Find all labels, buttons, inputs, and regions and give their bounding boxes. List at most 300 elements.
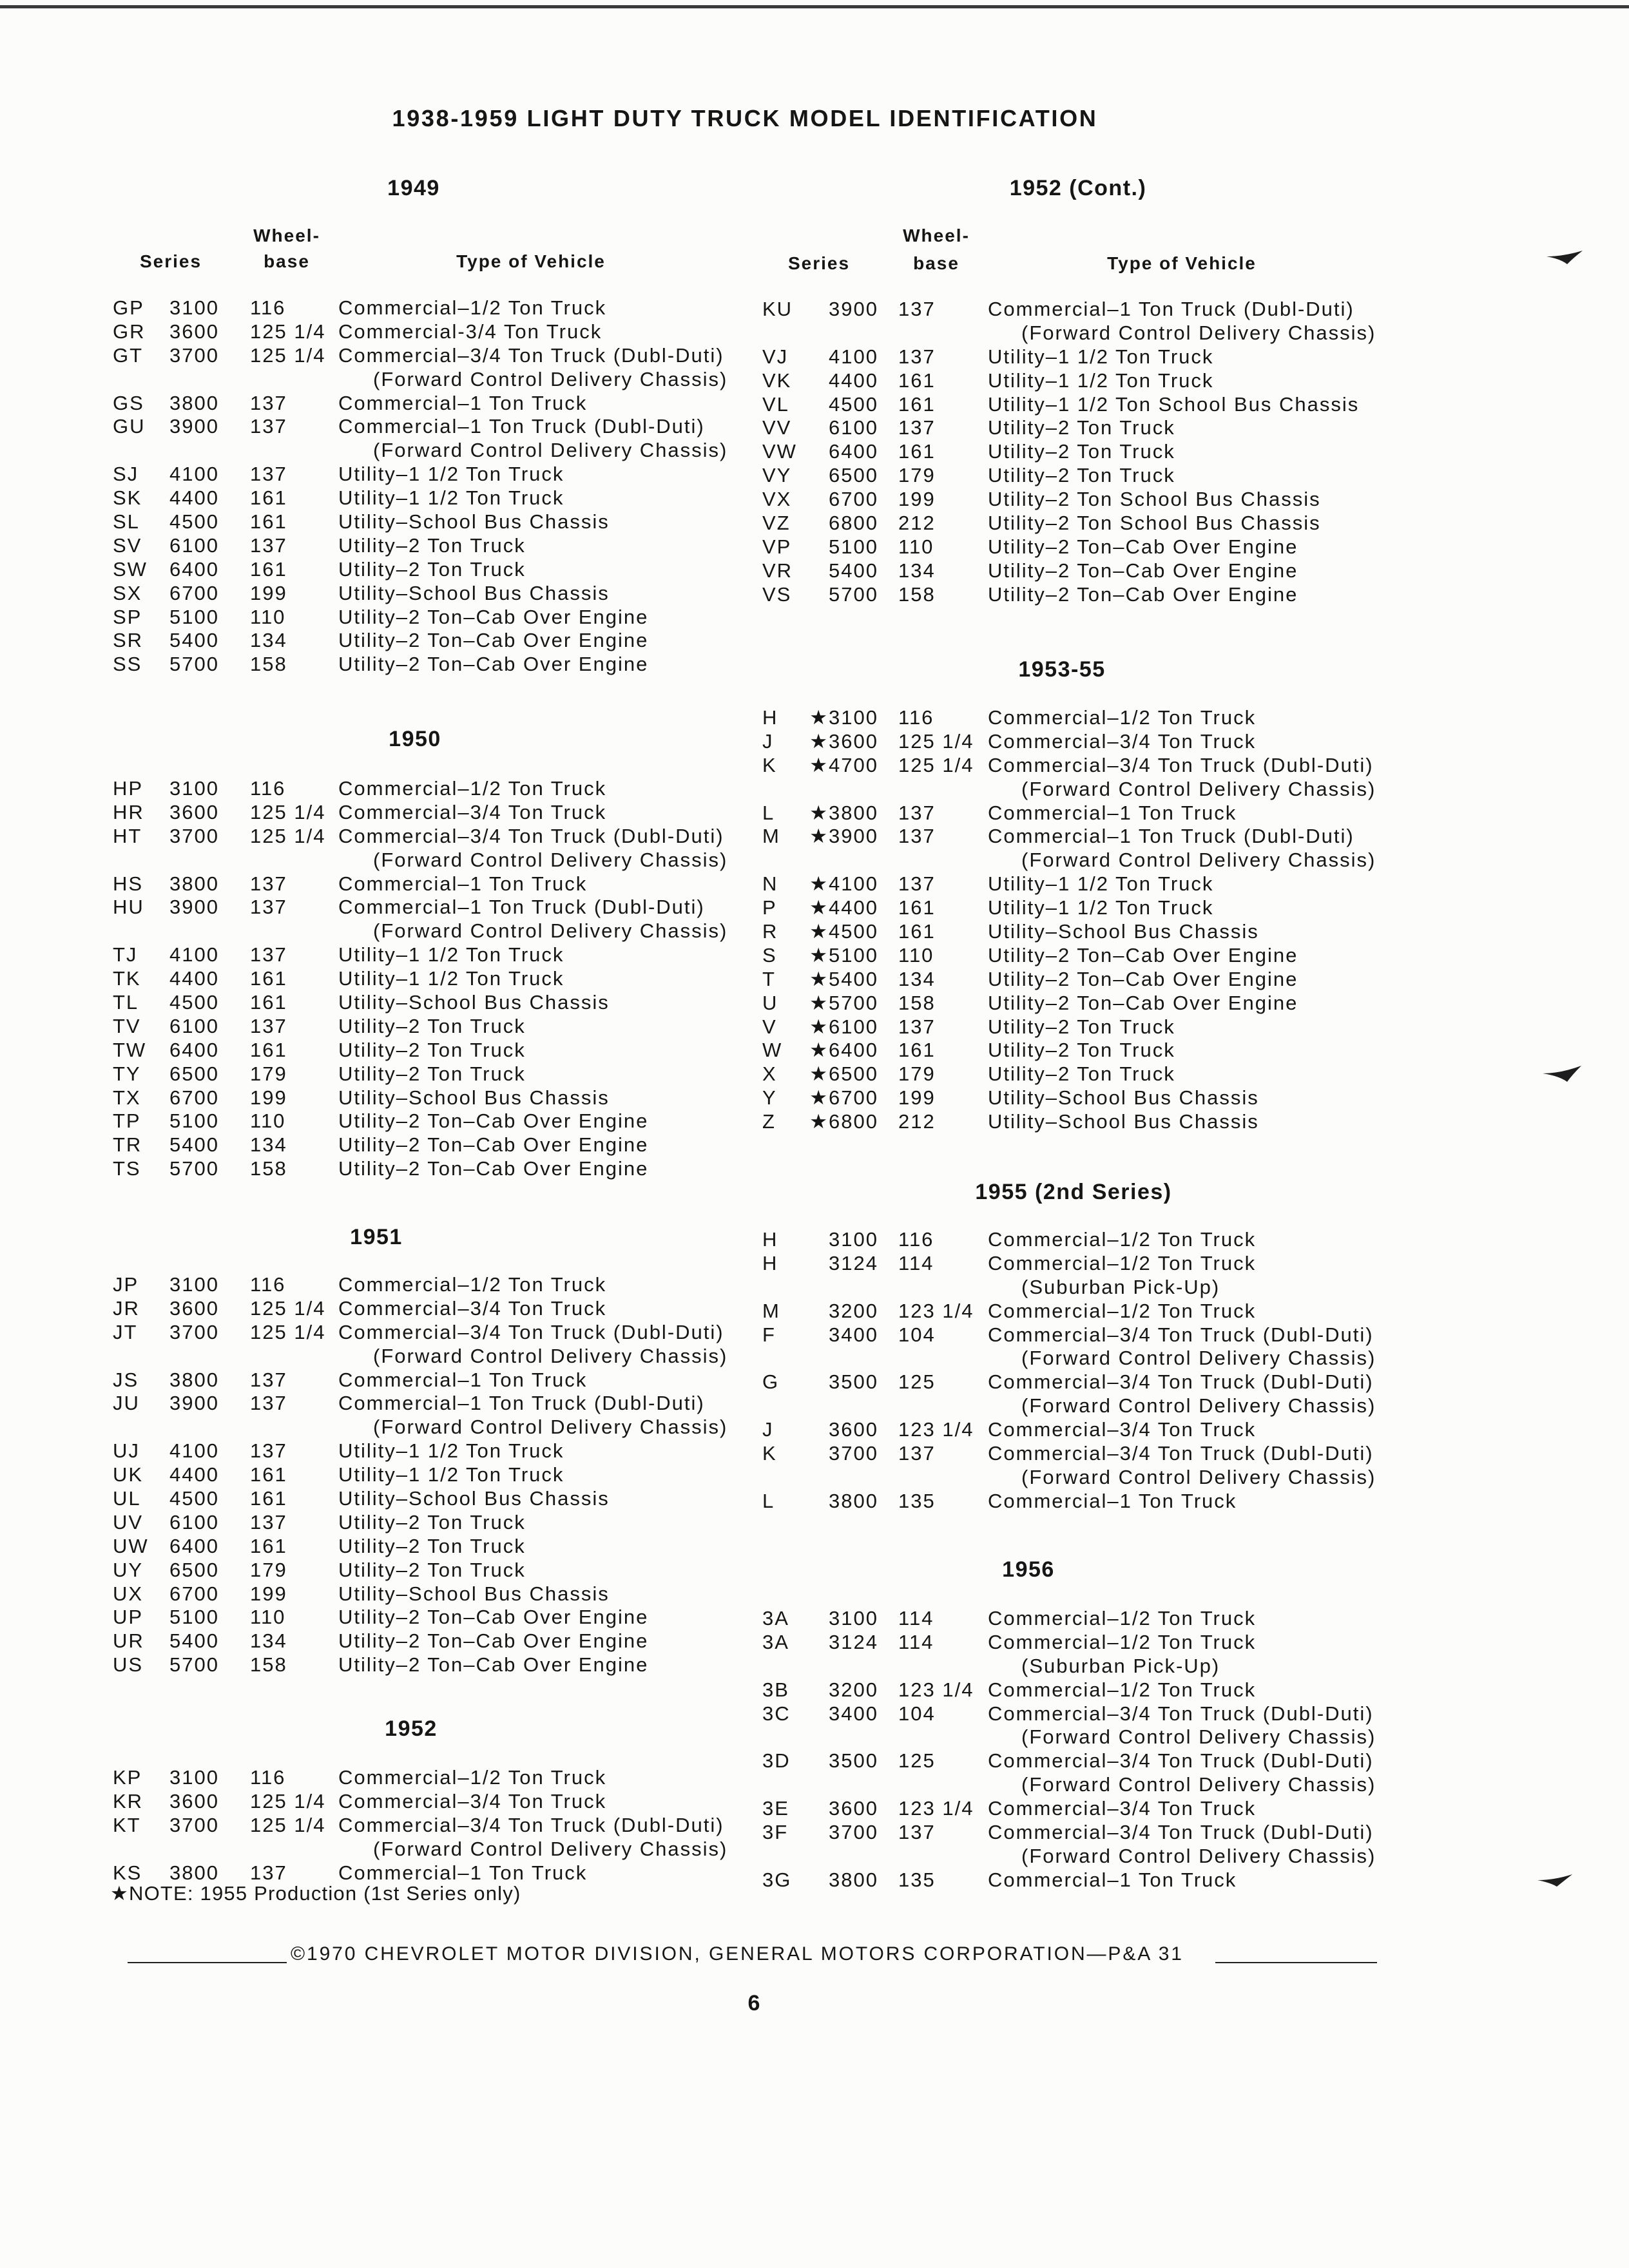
series-number: 5100 [829, 535, 878, 558]
wheelbase: 104 [898, 1702, 936, 1725]
table-row [0, 298, 1629, 322]
model-code: US [113, 1653, 144, 1677]
model-code: HR [113, 800, 144, 823]
table-row-continuation [0, 1466, 1629, 1490]
vehicle-type: Commercial–3/4 Ton Truck [338, 1789, 607, 1812]
table-row [0, 440, 1629, 464]
series-number: ★6400 [809, 1039, 878, 1062]
model-code: M [762, 1299, 780, 1322]
table-row [0, 920, 1629, 944]
wheelbase: 125 1/4 [898, 729, 974, 753]
model-code: VW [762, 440, 797, 463]
wheelbase: 161 [898, 896, 936, 919]
model-code: T [762, 967, 776, 990]
wheelbase: 123 1/4 [898, 1797, 974, 1820]
series-number: 3900 [829, 298, 878, 320]
wheelbase: 123 1/4 [898, 1678, 974, 1701]
vehicle-type: Utility–2 Ton Truck [338, 557, 526, 581]
vehicle-type: Commercial–1 Ton Truck [338, 872, 588, 895]
vehicle-type: Utility–2 Ton–Cab Over Engine [988, 582, 1298, 606]
left-wheelbase-header-line2: base [264, 251, 310, 271]
vehicle-type: Utility–2 Ton–Cab Over Engine [338, 1133, 649, 1157]
vehicle-type: Commercial–1/2 Ton Truck [988, 1228, 1257, 1251]
series-number: ★6800 [809, 1110, 878, 1133]
table-row [0, 1490, 1629, 1514]
vehicle-type: Commercial–3/4 Ton Truck (Dubl-Duti) [338, 1320, 724, 1343]
wheelbase: 212 [898, 1110, 936, 1133]
model-code: JR [113, 1296, 140, 1320]
model-code: G [762, 1370, 780, 1394]
model-code: KS [113, 1861, 142, 1884]
wheelbase: 134 [250, 1133, 287, 1157]
wheelbase: 137 [898, 1015, 936, 1038]
series-number: 3800 [829, 1489, 878, 1512]
series-number: 3700 [169, 1813, 219, 1836]
wheelbase: 137 [898, 872, 936, 896]
wheelbase: 199 [898, 1086, 936, 1110]
vehicle-type: Commercial-3/4 Ton Truck [338, 320, 602, 343]
series-number: 3100 [829, 1607, 878, 1629]
vehicle-type: Commercial–1/2 Ton Truck [988, 1678, 1257, 1701]
series-number: 3700 [169, 824, 219, 847]
wheelbase: 199 [250, 1582, 287, 1605]
model-code: H [762, 1228, 778, 1251]
wheelbase: 161 [898, 369, 936, 392]
left-type-header: Type of Vehicle [456, 251, 606, 271]
vehicle-type: Utility–1 1/2 Ton Truck [338, 1439, 564, 1463]
model-code: VX [762, 488, 792, 511]
vehicle-type: Utility–2 Ton Truck [988, 1062, 1175, 1086]
model-code: SX [113, 581, 142, 604]
wheelbase: 110 [250, 605, 286, 628]
model-code: TR [113, 1133, 142, 1157]
series-number: 4400 [169, 967, 219, 990]
vehicle-type: Utility–2 Ton Truck [338, 1510, 526, 1533]
vehicle-type: Commercial–3/4 Ton Truck (Dubl-Duti) [988, 1323, 1374, 1346]
series-number: 6700 [169, 1086, 219, 1109]
series-number: ★6500 [809, 1062, 878, 1086]
model-code: JU [113, 1392, 140, 1415]
vehicle-type-continued: (Forward Control Delivery Chassis) [1021, 1347, 1376, 1370]
table-row [0, 1631, 1629, 1655]
section-rows-1953-55 [0, 706, 1629, 1134]
vehicle-type: Utility–2 Ton Truck [338, 1038, 526, 1061]
model-code: 3F [762, 1821, 789, 1844]
series-number: 3500 [829, 1370, 878, 1394]
model-code: SV [113, 533, 142, 557]
vehicle-type: Commercial–1 Ton Truck [338, 391, 588, 414]
table-row-continuation [0, 1725, 1629, 1749]
vehicle-type: Utility–2 Ton–Cab Over Engine [988, 535, 1298, 558]
wheelbase: 137 [898, 801, 936, 824]
series-number: ★3800 [809, 801, 878, 824]
vehicle-type: Commercial–3/4 Ton Truck [988, 729, 1257, 753]
right-wheelbase-header-line2: base [913, 253, 959, 273]
vehicle-type: Utility–2 Ton–Cab Over Engine [338, 605, 649, 628]
right-wheelbase-header-line1: Wheel- [903, 226, 970, 245]
wheelbase: 114 [898, 1251, 934, 1274]
vehicle-type: Commercial–1/2 Ton Truck [338, 1766, 607, 1789]
model-code: TV [113, 1014, 141, 1037]
wheelbase: 137 [250, 1510, 287, 1533]
model-code: H [762, 706, 778, 729]
model-code: SJ [113, 463, 139, 486]
vehicle-type-continued: (Suburban Pick-Up) [1021, 1275, 1220, 1298]
vehicle-type: Utility–School Bus Chassis [988, 1086, 1259, 1110]
wheelbase: 114 [898, 1630, 934, 1653]
wheelbase: 137 [898, 1821, 936, 1844]
wheelbase: 199 [898, 488, 936, 511]
vehicle-type: Commercial–3/4 Ton Truck [338, 1296, 607, 1320]
model-code: K [762, 753, 777, 776]
series-number: 3800 [169, 1368, 219, 1391]
vehicle-type: Utility–2 Ton Truck [988, 416, 1175, 439]
model-code: HU [113, 896, 144, 919]
table-row [0, 1869, 1629, 1892]
wheelbase: 125 1/4 [250, 1813, 326, 1836]
vehicle-type: Utility–2 Ton Truck [988, 1039, 1175, 1062]
wheelbase: 199 [250, 581, 287, 604]
series-number: 6400 [169, 1038, 219, 1061]
model-code: L [762, 801, 775, 824]
model-code: 3G [762, 1868, 792, 1891]
section-heading-1955-2nd-series: 1955 (2nd Series) [975, 1180, 1172, 1204]
page-title: 1938-1959 LIGHT DUTY TRUCK MODEL IDENTIFICATION [392, 105, 1098, 131]
wheelbase: 110 [250, 1110, 286, 1133]
series-number: ★5700 [809, 991, 878, 1014]
vehicle-type: Utility–2 Ton–Cab Over Engine [988, 967, 1298, 990]
model-code: P [762, 896, 777, 919]
series-number: 3600 [169, 320, 219, 343]
vehicle-type: Commercial–1/2 Ton Truck [988, 706, 1257, 729]
table-row [0, 1228, 1629, 1252]
table-row [0, 1559, 1629, 1582]
vehicle-type: Utility–1 1/2 Ton Truck [988, 896, 1214, 919]
vehicle-type-continued: (Forward Control Delivery Chassis) [1021, 1844, 1376, 1867]
wheelbase: 161 [898, 392, 936, 416]
table-row [0, 1797, 1629, 1821]
table-row [0, 754, 1629, 778]
model-code: VJ [762, 345, 789, 368]
table-row [0, 802, 1629, 825]
model-code: HP [113, 777, 144, 800]
wheelbase: 161 [250, 557, 287, 581]
model-code: W [762, 1039, 783, 1062]
right-type-header: Type of Vehicle [1107, 253, 1257, 273]
model-code: UR [113, 1629, 144, 1653]
vehicle-type: Commercial–1/2 Ton Truck [338, 296, 607, 319]
series-number: 5100 [169, 1606, 219, 1629]
vehicle-type: Commercial–3/4 Ton Truck [988, 1797, 1257, 1820]
model-code: VR [762, 559, 793, 582]
series-number: 4400 [829, 369, 878, 392]
model-code: 3B [762, 1678, 789, 1701]
series-number: 3200 [829, 1299, 878, 1322]
wheelbase: 137 [250, 1861, 287, 1884]
table-row [0, 968, 1629, 992]
vehicle-type: Utility–2 Ton–Cab Over Engine [338, 1653, 649, 1677]
section-heading-1951: 1951 [350, 1225, 403, 1249]
series-number: 6100 [169, 533, 219, 557]
table-row [0, 1535, 1629, 1559]
model-code: N [762, 872, 778, 896]
vehicle-type-continued: (Forward Control Delivery Chassis) [373, 439, 728, 462]
series-number: 4400 [169, 486, 219, 510]
series-number: ★6100 [809, 1015, 878, 1038]
model-code: GS [113, 391, 144, 414]
table-row [0, 1442, 1629, 1466]
wheelbase: 137 [250, 1368, 287, 1391]
table-row-continuation [0, 1773, 1629, 1797]
table-row [0, 583, 1629, 607]
series-number: 4100 [169, 463, 219, 486]
series-number: 3800 [169, 391, 219, 414]
series-number: 3600 [169, 1296, 219, 1320]
series-number: 3400 [829, 1323, 878, 1346]
wheelbase: 116 [898, 1228, 934, 1251]
model-code: SP [113, 605, 142, 628]
series-number: 6400 [169, 557, 219, 581]
table-row [0, 1300, 1629, 1323]
section-heading-1953-55: 1953-55 [1018, 657, 1106, 682]
series-number: 6800 [829, 512, 878, 535]
model-code: UW [113, 1534, 149, 1557]
vehicle-type: Utility–2 Ton–Cab Over Engine [988, 559, 1298, 582]
footer-rule-left [128, 1962, 287, 1963]
series-number: 3500 [829, 1749, 878, 1773]
wheelbase: 137 [250, 415, 287, 438]
vehicle-type: Utility–1 1/2 Ton Truck [988, 369, 1214, 392]
model-code: JT [113, 1320, 138, 1343]
section-rows-1952-cont [0, 298, 1629, 607]
model-code: SR [113, 629, 144, 652]
vehicle-type: Commercial–1 Ton Truck [988, 801, 1237, 824]
series-number: 6700 [169, 581, 219, 604]
series-number: ★3900 [809, 825, 878, 848]
wheelbase: 116 [250, 1766, 286, 1789]
series-number: 4500 [169, 1487, 219, 1510]
model-code: TJ [113, 943, 138, 966]
model-code: Y [762, 1086, 777, 1110]
table-row [0, 1157, 1629, 1181]
model-code: TS [113, 1157, 141, 1180]
wheelbase: 135 [898, 1489, 936, 1512]
model-code: KU [762, 298, 793, 320]
vehicle-type: Commercial–3/4 Ton Truck (Dubl-Duti) [988, 753, 1374, 776]
vehicle-type-continued: (Forward Control Delivery Chassis) [373, 848, 728, 871]
model-code: UL [113, 1487, 141, 1510]
model-code: TY [113, 1062, 141, 1085]
vehicle-type: Utility–School Bus Chassis [338, 1487, 610, 1510]
vehicle-type: Utility–2 Ton Truck [338, 533, 526, 557]
vehicle-type: Utility–2 Ton–Cab Over Engine [988, 991, 1298, 1014]
model-code: 3C [762, 1702, 791, 1725]
vehicle-type: Utility–2 Ton–Cab Over Engine [338, 1157, 649, 1180]
table-row-continuation [0, 1655, 1629, 1678]
model-code: J [762, 1418, 774, 1441]
table-row-continuation [0, 1344, 1629, 1370]
series-number: 3600 [829, 1418, 878, 1441]
wheelbase: 137 [898, 416, 936, 439]
wheelbase: 179 [250, 1062, 287, 1085]
table-row-continuation [0, 1394, 1629, 1418]
series-number: 3800 [829, 1868, 878, 1891]
series-number: 3100 [169, 296, 219, 319]
wheelbase: 137 [250, 1439, 287, 1463]
model-code: GR [113, 320, 146, 343]
series-number: 6100 [169, 1510, 219, 1533]
vehicle-type: Utility–School Bus Chassis [338, 581, 610, 604]
series-number: 3400 [829, 1702, 878, 1725]
vehicle-type: Commercial–1 Ton Truck [338, 1368, 588, 1391]
vehicle-type: Utility–2 Ton Truck [338, 1534, 526, 1557]
wheelbase: 134 [250, 629, 287, 652]
wheelbase: 116 [250, 777, 286, 800]
series-number: 6500 [829, 464, 878, 487]
series-number: 6700 [829, 488, 878, 511]
series-number: 5700 [169, 1157, 219, 1180]
wheelbase: 125 [898, 1749, 936, 1773]
wheelbase: 125 1/4 [898, 753, 974, 776]
model-code: M [762, 825, 780, 848]
wheelbase: 158 [250, 1157, 287, 1180]
vehicle-type: Commercial–1 Ton Truck (Dubl-Duti) [338, 415, 705, 438]
table-row [0, 944, 1629, 968]
series-number: 3900 [169, 415, 219, 438]
vehicle-type: Utility–1 1/2 Ton School Bus Chassis [988, 392, 1360, 416]
series-number: 5400 [829, 559, 878, 582]
model-code: UV [113, 1510, 144, 1533]
table-row [0, 369, 1629, 393]
vehicle-type: Utility–1 1/2 Ton Truck [338, 1463, 564, 1486]
wheelbase: 116 [898, 706, 934, 729]
series-number: 5100 [169, 1110, 219, 1133]
model-code: F [762, 1323, 776, 1346]
vehicle-type: Commercial–3/4 Ton Truck [988, 1418, 1257, 1441]
model-code: S [762, 943, 777, 966]
model-code: TP [113, 1110, 141, 1133]
series-number: 5700 [829, 582, 878, 606]
model-code: K [762, 1442, 777, 1465]
series-number: 3200 [829, 1678, 878, 1701]
vehicle-type-continued: (Forward Control Delivery Chassis) [1021, 1394, 1376, 1418]
vehicle-type: Utility–1 1/2 Ton Truck [988, 345, 1214, 368]
left-wheelbase-header-line1: Wheel- [253, 226, 320, 245]
table-row [0, 1039, 1629, 1062]
vehicle-type-continued: (Forward Control Delivery Chassis) [373, 1344, 728, 1367]
table-row-continuation [0, 1276, 1629, 1300]
vehicle-type-continued: (Forward Control Delivery Chassis) [1021, 1725, 1376, 1749]
table-row [0, 1252, 1629, 1276]
vehicle-type: Utility–School Bus Chassis [338, 991, 610, 1014]
footer-rule-right [1215, 1962, 1377, 1963]
model-code: VL [762, 392, 789, 416]
vehicle-type: Commercial–1/2 Ton Truck [338, 1273, 607, 1296]
wheelbase: 158 [250, 653, 287, 676]
table-row [0, 1749, 1629, 1773]
model-code: UJ [113, 1439, 140, 1463]
wheelbase: 158 [250, 1653, 287, 1677]
wheelbase: 116 [250, 296, 286, 319]
model-code: VS [762, 582, 792, 606]
series-number: 3100 [169, 1273, 219, 1296]
table-row [0, 825, 1629, 849]
series-number: ★4400 [809, 896, 878, 919]
binding-mark-icon [1536, 1872, 1574, 1889]
copyright-footer: ©1970 CHEVROLET MOTOR DIVISION, GENERAL MOTORS CORPORATION—P&A 31 [291, 1943, 1184, 1965]
model-code: V [762, 1015, 777, 1038]
wheelbase: 161 [250, 991, 287, 1014]
model-code: SL [113, 510, 140, 533]
model-code: VP [762, 535, 792, 558]
vehicle-type: Commercial–1/2 Ton Truck [988, 1251, 1257, 1274]
model-code: TL [113, 991, 139, 1014]
wheelbase: 137 [250, 943, 287, 966]
vehicle-type-continued: (Forward Control Delivery Chassis) [1021, 849, 1376, 872]
vehicle-type: Commercial–1 Ton Truck (Dubl-Duti) [988, 298, 1354, 320]
table-row [0, 1086, 1629, 1110]
vehicle-type: Commercial–3/4 Ton Truck (Dubl-Duti) [988, 1821, 1374, 1844]
vehicle-type-continued: (Forward Control Delivery Chassis) [373, 1837, 728, 1860]
left-series-header: Series [139, 251, 202, 271]
series-number: 4500 [829, 392, 878, 416]
wheelbase: 110 [898, 943, 934, 966]
wheelbase: 125 1/4 [250, 824, 326, 847]
series-number: ★5100 [809, 943, 878, 966]
series-number: 3100 [169, 1766, 219, 1789]
table-row [0, 872, 1629, 896]
vehicle-type: Utility–1 1/2 Ton Truck [988, 872, 1214, 896]
series-number: 4500 [169, 991, 219, 1014]
wheelbase: 137 [898, 345, 936, 368]
series-number: 3124 [829, 1630, 878, 1653]
wheelbase: 179 [898, 464, 936, 487]
model-code: VV [762, 416, 792, 439]
vehicle-type: Utility–School Bus Chassis [338, 510, 610, 533]
vehicle-type: Utility–2 Ton Truck [338, 1062, 526, 1085]
vehicle-type: Utility–2 Ton School Bus Chassis [988, 488, 1321, 511]
vehicle-type-continued: (Forward Control Delivery Chassis) [373, 919, 728, 943]
wheelbase: 137 [250, 1392, 287, 1415]
table-row [0, 488, 1629, 512]
section-heading-1950: 1950 [389, 727, 441, 751]
model-code: TW [113, 1038, 147, 1061]
right-series-header: Series [787, 253, 851, 273]
model-code: UK [113, 1463, 144, 1486]
vehicle-type: Utility–2 Ton–Cab Over Engine [338, 629, 649, 652]
table-row [0, 512, 1629, 535]
table-row-continuation [0, 322, 1629, 345]
series-number: 3600 [169, 1789, 219, 1812]
wheelbase: 161 [898, 440, 936, 463]
series-number: 3600 [829, 1797, 878, 1820]
table-row [0, 992, 1629, 1015]
series-number: 5400 [169, 629, 219, 652]
series-number: 6400 [829, 440, 878, 463]
wheelbase: 137 [250, 391, 287, 414]
wheelbase: 110 [898, 535, 934, 558]
table-row-continuation [0, 849, 1629, 872]
wheelbase: 161 [250, 967, 287, 990]
series-number: 6500 [169, 1062, 219, 1085]
series-number: 5400 [169, 1629, 219, 1653]
table-row [0, 1582, 1629, 1606]
vehicle-type: Commercial–3/4 Ton Truck [338, 800, 607, 823]
vehicle-type: Utility–1 1/2 Ton Truck [338, 486, 564, 510]
table-row [0, 393, 1629, 417]
section-heading-1952: 1952 [385, 1716, 438, 1741]
wheelbase: 179 [250, 1558, 287, 1581]
